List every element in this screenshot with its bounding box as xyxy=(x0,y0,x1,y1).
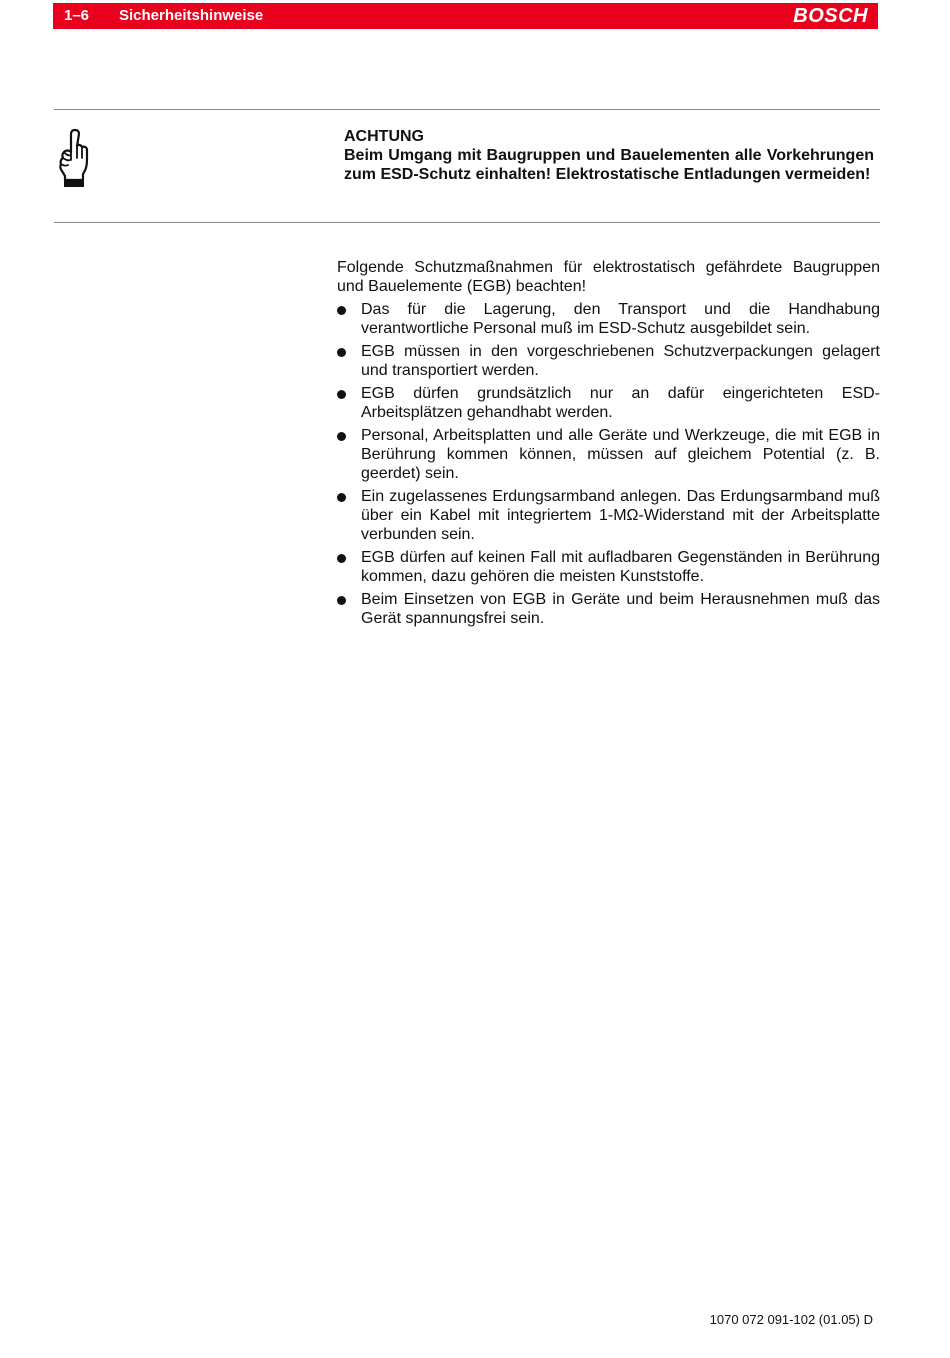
document-number: 1070 072 091-102 (01.05) D xyxy=(709,1312,873,1327)
list-item: EGB dürfen grundsätzlich nur an dafür eingerichteten ESD-Arbeitsplätzen gehandhabt werden. xyxy=(337,384,880,422)
bullet-dot-icon xyxy=(337,596,346,605)
intro-paragraph: Folgende Schutzmaßnahmen für elektrostatisch gefährdete Baugruppen und Bauelemente (EGB) beachten! xyxy=(337,259,880,295)
bullet-dot-icon xyxy=(337,432,346,441)
warning-bottom-divider xyxy=(54,222,880,223)
page-header xyxy=(53,3,878,29)
list-item: EGB müssen in den vorgeschriebenen Schutzverpackungen gelagert und transportiert werden. xyxy=(337,342,880,380)
bullet-dot-icon xyxy=(337,348,346,357)
section-title: Sicherheitshinweise xyxy=(119,7,264,24)
warning-block xyxy=(344,127,874,184)
warning-text: Beim Umgang mit Baugruppen und Bauelementen alle Vorkehrungen zum ESD-Schutz einhalten! Elektrostatische Entladungen vermeiden! xyxy=(344,147,874,183)
esd-measures-section xyxy=(337,258,880,632)
bosch-logo: BOSCH xyxy=(793,5,868,27)
bullet-dot-icon xyxy=(337,390,346,399)
bullet-dot-icon xyxy=(337,306,346,315)
pointing-hand-icon xyxy=(57,128,91,188)
list-item: Das für die Lagerung, den Transport und die Handhabung verantwortliche Personal muß im ESD-Schutz ausgebildet sein. xyxy=(337,300,880,338)
warning-top-divider xyxy=(54,109,880,110)
list-item: Ein zugelassenes Erdungsarmband anlegen. Das Erdungsarmband muß über ein Kabel mit integriertem 1-MΩ-Widerstand mit der Arbeitsplatte verbunden sein. xyxy=(337,487,880,544)
list-item: Beim Einsetzen von EGB in Geräte und beim Herausnehmen muß das Gerät spannungsfrei sein. xyxy=(337,590,880,628)
measures-list xyxy=(337,300,880,628)
page-number: 1–6 xyxy=(64,7,90,24)
list-item: EGB dürfen auf keinen Fall mit aufladbaren Gegenständen in Berührung kommen, dazu gehören die meisten Kunststoffe. xyxy=(337,548,880,586)
bullet-dot-icon xyxy=(337,554,346,563)
bullet-dot-icon xyxy=(337,493,346,502)
list-item: Personal, Arbeitsplatten und alle Geräte und Werkzeuge, die mit EGB in Berührung kommen können, müssen auf gleichem Potential (z. B. geerdet) sein. xyxy=(337,426,880,483)
warning-heading: ACHTUNG xyxy=(344,128,424,145)
